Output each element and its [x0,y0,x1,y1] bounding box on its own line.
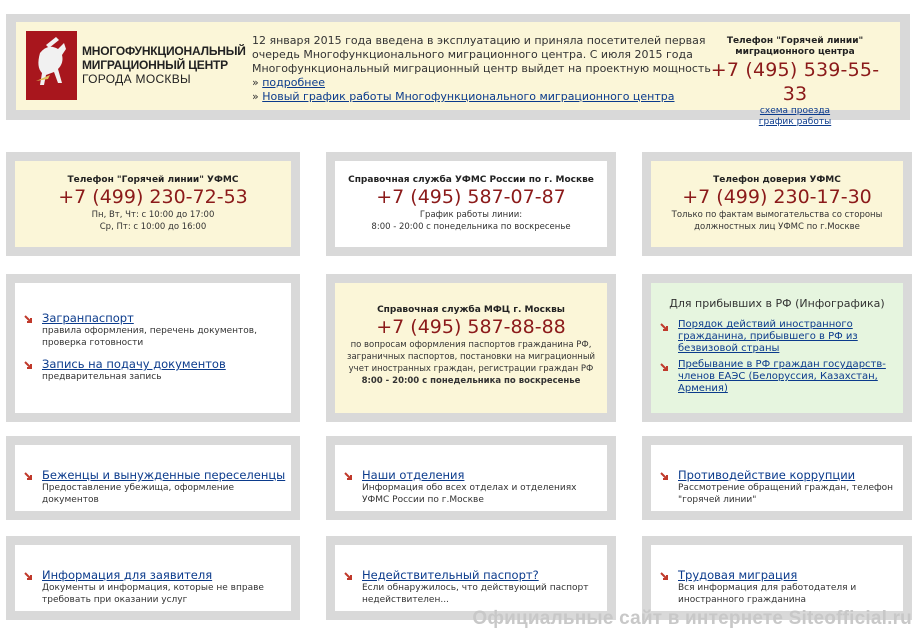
labor-migration-desc-2: иностранного гражданина [678,595,806,605]
offices-link[interactable]: Наши отделения [362,468,465,482]
schedule-link[interactable]: график работы [758,117,832,127]
hotline-phone: +7 (495) 539-55-33 [710,59,880,105]
card-phone: +7 (495) 587-07-87 [376,186,566,208]
foreigner-procedure-link[interactable] [678,319,858,355]
logo-text[interactable] [82,44,246,86]
news-block [252,34,711,104]
card-hours-2: Ср, Пт: с 10:00 до 16:00 [99,222,207,232]
arrow-icon [660,472,669,481]
refugees-link[interactable]: Беженцы и вынужденные переселенцы [42,468,286,482]
arrow-icon [660,363,669,372]
infographic-title: Для прибывших в РФ (Инфографика) [669,297,885,310]
labor-migration-link[interactable]: Трудовая миграция [678,568,798,582]
card-phone: +7 (495) 587-88-88 [376,316,566,338]
zagranpasport-desc-2: проверка готовности [42,338,144,348]
card-desc-3: учет иностранных граждан, регистрации граждан РФ [348,364,594,374]
arrow-icon [24,315,33,324]
new-schedule-link[interactable]: Новый график работы Многофункционального миграционного центра [262,90,675,103]
guillemet-icon: » [252,76,259,89]
card-hours: 8:00 - 20:00 с понедельника по воскресенье [361,376,581,386]
card-hours-1: График работы линии: [419,210,523,220]
arrow-icon [24,472,33,481]
card-label: Телефон "Горячей линии" УФМС [67,175,239,185]
applicant-info-desc-2: требовать при оказании услуг [42,595,188,605]
link-line[interactable]: Пребывание в РФ граждан государств- [678,359,886,370]
offices-desc-2: УФМС России по г.Москве [362,495,484,505]
arrow-icon [660,572,669,581]
link-line[interactable]: Порядок действий иностранного [678,319,853,330]
logo-line-3: ГОРОДА МОСКВЫ [82,72,191,86]
ufms-hotline-card [6,152,300,256]
anticorruption-card [642,436,912,520]
card-note-1: Только по фактам вымогательства со стороны [671,210,883,220]
labor-migration-desc-1: Вся информация для работодателя и [678,583,857,593]
appointment-desc: предварительная запись [42,372,162,382]
anticorruption-desc-2: "горячей линии" [678,495,757,505]
refugees-desc-2: документов [42,495,99,505]
card-hours-1: Пн, Вт, Чт: с 10:00 до 17:00 [91,210,215,220]
applicant-info-desc-1: Документы и информация, которые не вправе [42,583,264,593]
card-label: Телефон доверия УФМС [713,175,841,185]
link-line[interactable]: безвизовой страны [678,343,780,354]
arrow-icon [24,572,33,581]
logo-line-1: МНОГОФУНКЦИОНАЛЬНЫЙ [82,44,246,58]
trust-phone-card [642,152,912,256]
card-note-2: должностных лиц УФМС по г.Москве [694,222,860,232]
news-line-1: 12 января 2015 года введена в эксплуатацию и приняла посетителей первая [252,34,706,47]
logo-line-2: МИГРАЦИОННЫЙ ЦЕНТР [82,58,228,72]
ufms-reference-card [326,152,616,256]
offices-card [326,436,616,520]
card-label: Справочная служба УФМС России по г. Москве [348,175,594,185]
hotline-label-1: Телефон "Горячей линии" [726,36,864,46]
header-inner [16,22,900,127]
card-phone: +7 (499) 230-17-30 [682,186,872,208]
link-line[interactable]: членов ЕАЭС (Белоруссия, Казахстан, [678,371,878,382]
refugees-card [6,436,300,520]
card-phone: +7 (499) 230-72-53 [58,186,248,208]
zagranpasport-link[interactable]: Загранпаспорт [42,311,134,325]
arrow-icon [344,572,353,581]
route-link[interactable]: схема проезда [759,106,831,116]
appointment-link[interactable]: Запись на подачу документов [42,357,226,371]
hotline-block [700,36,890,128]
invalid-passport-desc-1: Если обнаружилось, что действующий паспорт [362,583,589,593]
guillemet-icon: » [252,90,259,103]
card-desc-1: по вопросам оформления паспортов гражданина РФ, [350,340,592,350]
arrivals-infographic-card [642,274,912,422]
arrow-icon [660,323,669,332]
mfc-reference-card [326,274,616,422]
applicant-info-link[interactable]: Информация для заявителя [42,568,213,582]
arrow-icon [344,472,353,481]
site-watermark: Официальные сайт в интернете Siteofficial.ru [472,608,912,629]
passport-links-card [6,274,300,422]
applicant-info-card [6,536,300,620]
header-banner [6,14,910,127]
hotline-label-2: миграционного центра [735,47,855,57]
news-line-3: Многофункциональный миграционный центр выйдет на проектную мощность [252,62,711,75]
invalid-passport-link[interactable]: Недействительный паспорт? [362,568,539,582]
link-line[interactable]: Армения) [678,383,728,394]
invalid-passport-desc-2: недействителен... [362,595,449,605]
link-line[interactable]: гражданина, прибывшего в РФ из [678,331,858,342]
eaeu-stay-link[interactable] [678,359,886,395]
card-label: Справочная служба МФЦ г. Москвы [377,305,565,315]
card-desc-2: заграничных паспортов, постановки на миграционный [346,352,596,362]
zagranpasport-desc-1: правила оформления, перечень документов, [42,326,257,336]
more-link[interactable]: подробнее [262,76,325,89]
moscow-emblem-icon[interactable] [26,31,77,100]
card-hours-2: 8:00 - 20:00 с понедельника по воскресенье [371,222,571,232]
refugees-desc-1: Предоставление убежища, оформление [42,483,235,493]
news-line-2: очередь Многофункционального миграционного центра. С июля 2015 года [252,48,693,61]
arrow-icon [24,361,33,370]
anticorruption-desc-1: Рассмотрение обращений граждан, телефон [678,483,894,493]
anticorruption-link[interactable]: Противодействие коррупции [678,468,856,482]
offices-desc-1: Информация обо всех отделах и отделениях [362,483,577,493]
